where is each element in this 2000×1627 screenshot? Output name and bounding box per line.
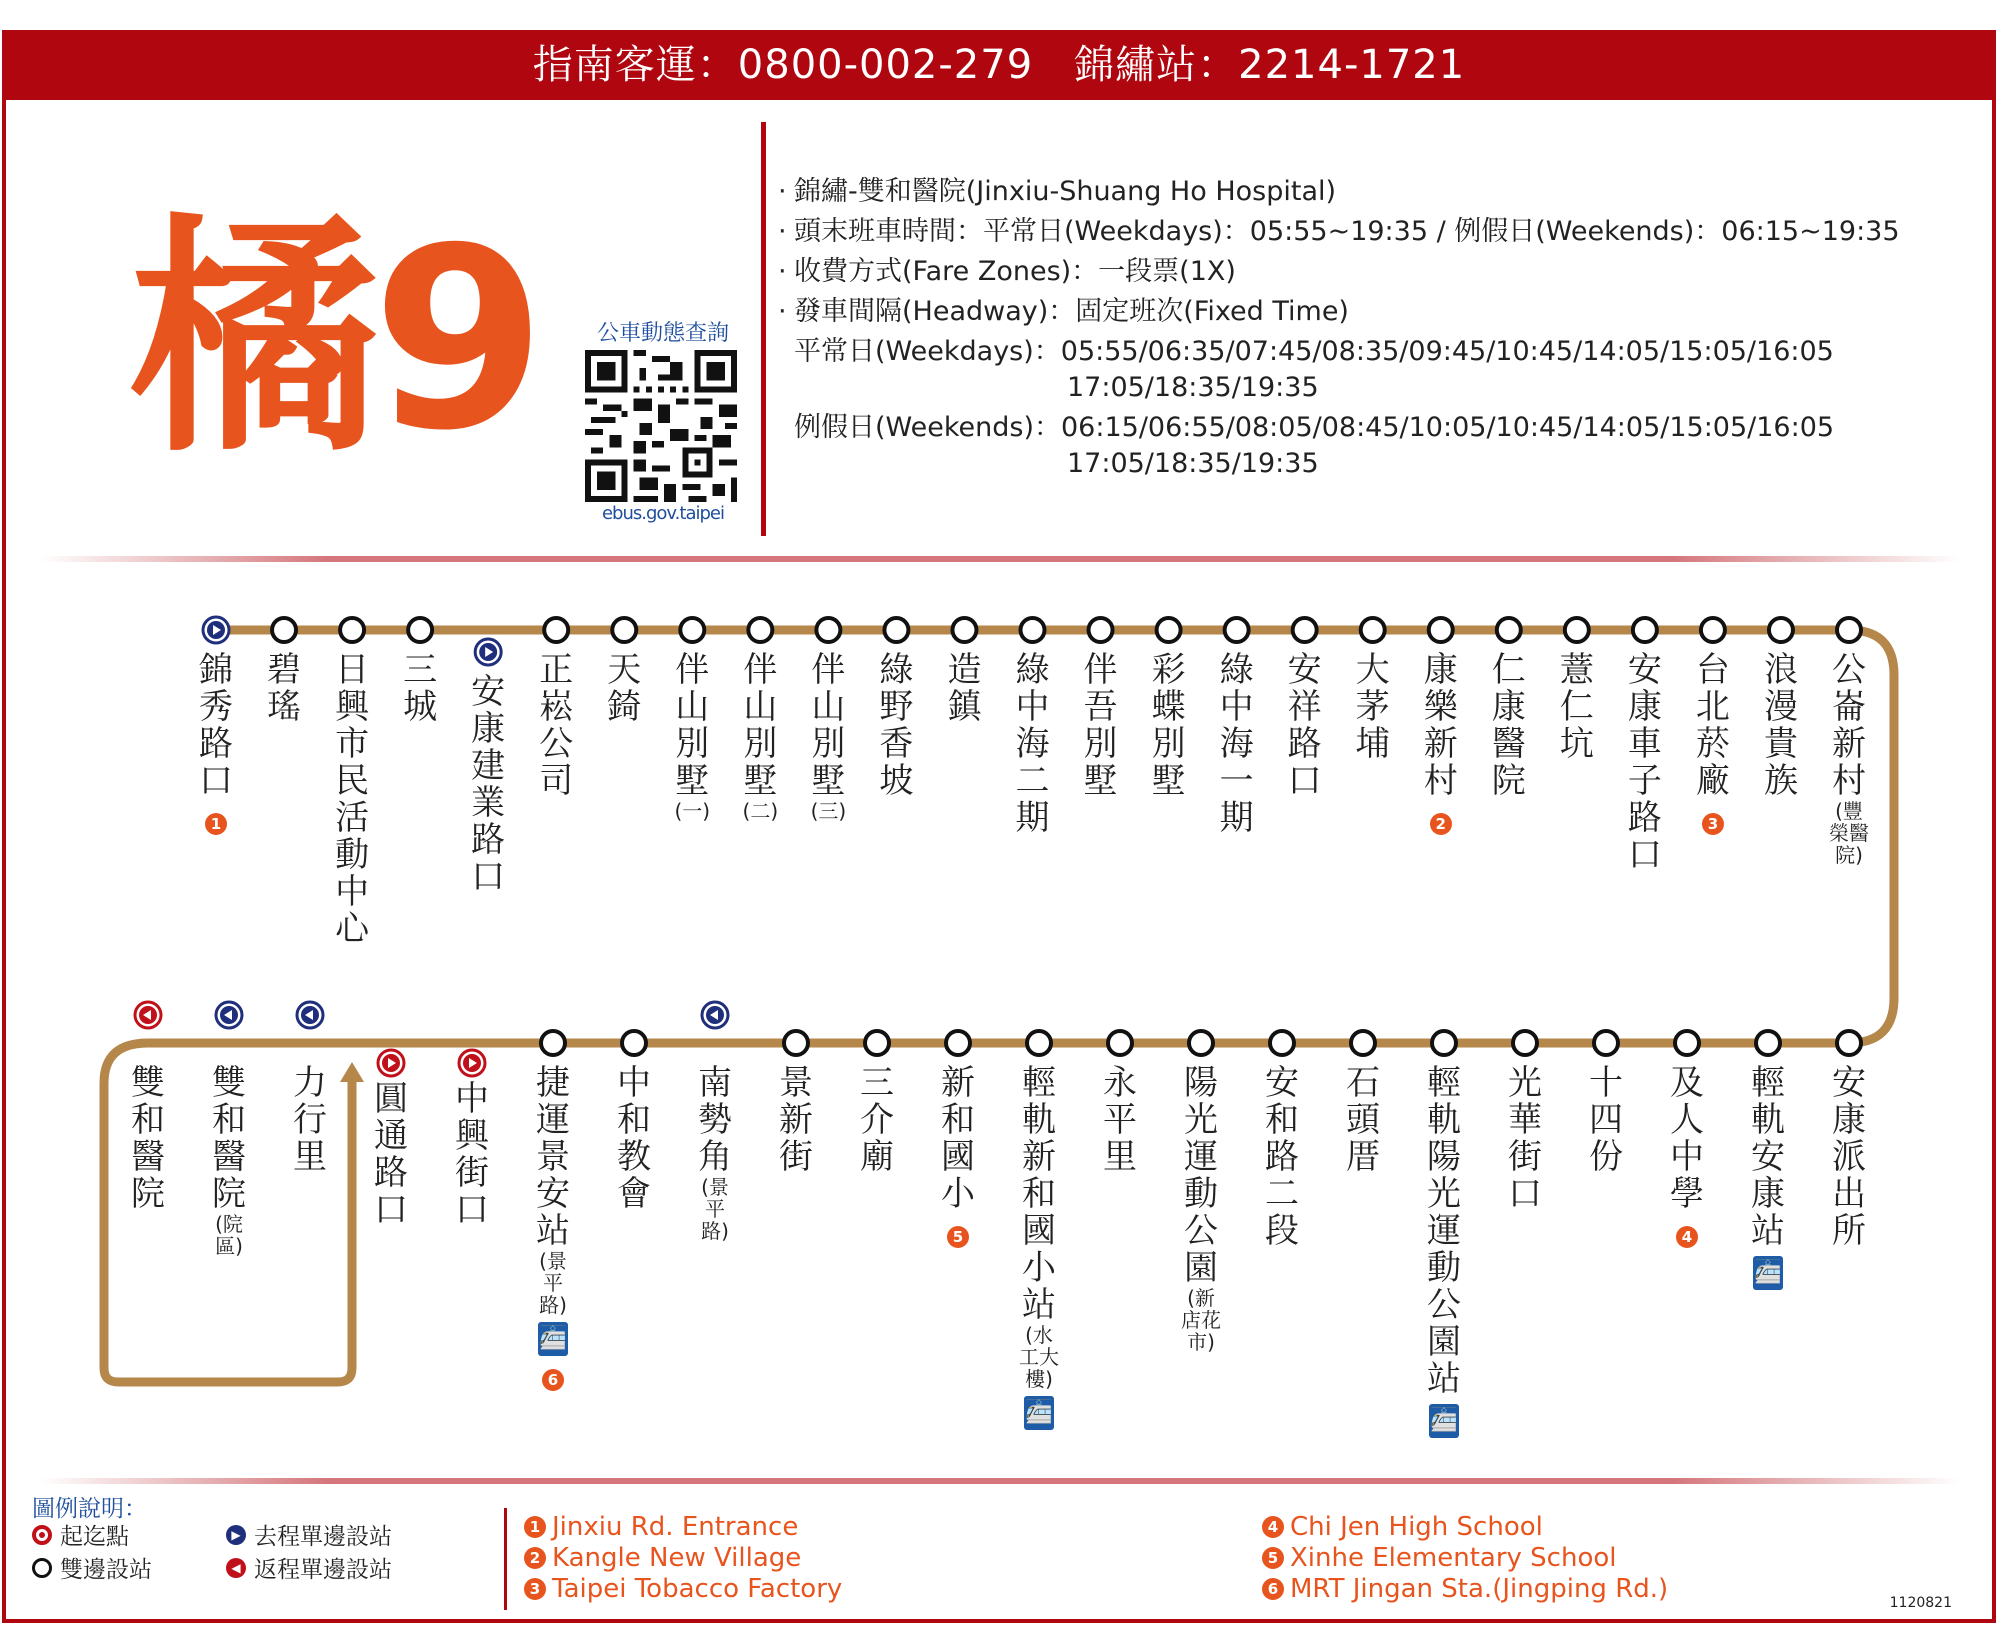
stop-marker[interactable] xyxy=(1837,1031,1861,1055)
stop-name[interactable]: 輕軌安康站🚈 xyxy=(1748,1065,1788,1290)
stop-name[interactable]: 碧瑤 xyxy=(267,650,302,727)
stop-name[interactable]: 安祥路口 xyxy=(1287,650,1322,801)
stop-name[interactable]: 捷運景安站 (景平路) 🚈6 xyxy=(536,1063,570,1389)
stop-marker[interactable] xyxy=(541,1031,565,1055)
stop-name[interactable]: 及人中學4 xyxy=(1670,1063,1704,1246)
stop-marker[interactable] xyxy=(1701,618,1725,642)
return-arrow-icon xyxy=(297,1002,323,1028)
outbound-arrow-icon xyxy=(475,639,501,665)
stop-marker[interactable] xyxy=(1497,618,1521,642)
legend-both: 雙邊設站 xyxy=(32,1551,152,1584)
stop-marker[interactable] xyxy=(622,1031,646,1055)
stop-name[interactable]: 力行里 xyxy=(293,1063,327,1177)
stop-marker[interactable] xyxy=(865,1031,889,1055)
light-rail-icon: 🚈 xyxy=(538,1322,568,1356)
stop-name[interactable]: 公崙新村 (豐榮醫院) xyxy=(1829,650,1869,867)
stop-name[interactable]: 南勢角 (景平路) xyxy=(698,1063,732,1243)
stop-name[interactable]: 仁康醫院 xyxy=(1491,650,1526,801)
stop-name[interactable]: 雙和醫院 xyxy=(131,1063,165,1214)
stop-name[interactable]: 永平里 xyxy=(1103,1063,1137,1177)
document-code: 1120821 xyxy=(1889,1595,1952,1611)
stop-marker[interactable] xyxy=(612,618,636,642)
hotline-bar: 指南客運：0800-002-279 錦繡站：2214-1721 xyxy=(2,30,1996,100)
stop-name[interactable]: 康樂新村2 xyxy=(1423,650,1458,833)
qr-title: 公車動態查詢 xyxy=(596,321,729,346)
poi-4: 4 Chi Jen High School xyxy=(1262,1512,1543,1542)
stop-marker[interactable] xyxy=(544,618,568,642)
stop-name[interactable]: 大茅埔 xyxy=(1355,650,1390,764)
landmark-badge: 1 xyxy=(205,813,227,835)
outbound-arrow-icon xyxy=(378,1050,404,1076)
service-hours: · 頭末班車時間：平常日(Weekdays)：05:55~19:35 / 例假日(Weekends)：06:15~19:35 xyxy=(778,212,1900,252)
route-endpoints: · 錦繡-雙和醫院(Jinxiu-Shuang Ho Hospital) xyxy=(778,172,1900,212)
stop-marker[interactable] xyxy=(1189,1031,1213,1055)
stop-name[interactable]: 安康建業路口 xyxy=(471,672,506,897)
stop-name[interactable]: 天錡 xyxy=(607,650,642,727)
stop-marker[interactable] xyxy=(748,618,772,642)
poi-3: 3 Taipei Tobacco Factory xyxy=(524,1574,842,1604)
stop-name[interactable]: 陽光運動公園 (新店花市) xyxy=(1181,1063,1221,1354)
stop-name[interactable]: 伴山別墅 (二) xyxy=(742,650,779,823)
weekday-schedule-cont: 17:05/18:35/19:35 xyxy=(1067,372,1319,403)
terminal-icon xyxy=(32,1525,52,1545)
return-arrow-icon xyxy=(216,1002,242,1028)
direction-arrow-icon xyxy=(340,1062,364,1082)
stop-marker[interactable] xyxy=(340,618,364,642)
stop-marker[interactable] xyxy=(884,618,908,642)
return-arrow-icon xyxy=(135,1002,161,1028)
light-rail-icon: 🚈 xyxy=(1753,1256,1783,1290)
legend-title: 圖例說明： xyxy=(32,1496,147,1522)
stop-name[interactable]: 石頭厝 xyxy=(1346,1063,1380,1177)
stop-name[interactable]: 安康車子路口 xyxy=(1627,650,1662,875)
stop-marker[interactable] xyxy=(1513,1031,1537,1055)
stop-name[interactable]: 中興街口 xyxy=(455,1079,489,1230)
outbound-arrow-icon: ▶ xyxy=(226,1525,246,1545)
light-rail-icon: 🚈 xyxy=(1429,1404,1459,1438)
stop-name[interactable]: 雙和醫院 (院區) xyxy=(212,1063,246,1258)
stop-name[interactable]: 綠中海一期 xyxy=(1219,650,1254,838)
stop-name[interactable]: 綠中海二期 xyxy=(1015,650,1050,838)
stop-name[interactable]: 三城 xyxy=(403,650,438,727)
poi-1: 1 Jinxiu Rd. Entrance xyxy=(524,1512,798,1542)
stop-name[interactable]: 圓通路口 xyxy=(374,1079,408,1230)
legend-terminal: 起迄點 xyxy=(32,1518,129,1551)
stop-marker[interactable] xyxy=(408,618,432,642)
route-number: 橘9 xyxy=(130,194,538,485)
return-arrow-icon: ◀ xyxy=(226,1558,246,1578)
legend-outbound: ▶ 去程單邊設站 xyxy=(226,1518,392,1551)
stop-name[interactable]: 彩蝶別墅 xyxy=(1151,650,1186,801)
stop-marker[interactable] xyxy=(1432,1031,1456,1055)
stop-marker[interactable] xyxy=(816,618,840,642)
stop-marker[interactable] xyxy=(1108,1031,1132,1055)
outbound-arrow-icon xyxy=(459,1050,485,1076)
stop-name[interactable]: 伴山別墅 (一) xyxy=(674,650,711,823)
stop-name[interactable]: 浪漫貴族 xyxy=(1763,650,1798,801)
stop-name[interactable]: 伴山別墅 (三) xyxy=(810,650,847,823)
landmark-badge: 4 xyxy=(1676,1226,1698,1248)
stop-name[interactable]: 景新街 xyxy=(779,1063,813,1177)
stop-name[interactable]: 新和國小5 xyxy=(941,1063,975,1246)
stop-name[interactable]: 錦秀路口1 xyxy=(199,650,233,833)
stop-marker[interactable] xyxy=(272,618,296,642)
both-sides-stop-icon xyxy=(32,1558,52,1578)
outbound-arrow-icon xyxy=(203,617,229,643)
stop-marker[interactable] xyxy=(1021,618,1045,642)
headway: · 發車間隔(Headway)：固定班次(Fixed Time) xyxy=(778,292,1900,332)
stop-name[interactable]: 安和路二段 xyxy=(1265,1063,1299,1251)
landmark-badge: 2 xyxy=(1430,813,1452,835)
poi-5: 5 Xinhe Elementary School xyxy=(1262,1543,1617,1573)
stop-marker[interactable] xyxy=(1756,1031,1780,1055)
stop-name[interactable]: 伴吾別墅 xyxy=(1083,650,1118,801)
stop-name[interactable]: 日興市民活動中心 xyxy=(335,650,370,949)
landmark-badge: 3 xyxy=(1702,813,1724,835)
poi-6: 6 MRT Jingan Sta.(Jingping Rd.) xyxy=(1262,1574,1668,1604)
stop-marker[interactable] xyxy=(784,1031,808,1055)
stop-marker[interactable] xyxy=(1225,618,1249,642)
return-arrow-icon xyxy=(702,1002,728,1028)
stop-marker[interactable] xyxy=(952,618,976,642)
stop-marker[interactable] xyxy=(1361,618,1385,642)
stop-name[interactable]: 安康派出所 xyxy=(1832,1063,1866,1251)
landmark-badge: 5 xyxy=(947,1226,969,1248)
stop-marker[interactable] xyxy=(1594,1031,1618,1055)
stop-marker[interactable] xyxy=(1565,618,1589,642)
weekend-schedule-cont: 17:05/18:35/19:35 xyxy=(1067,448,1319,479)
stop-name[interactable]: 十四份 xyxy=(1589,1063,1623,1177)
landmark-badge: 6 xyxy=(542,1369,564,1391)
light-rail-icon: 🚈 xyxy=(1024,1396,1054,1430)
stop-marker[interactable] xyxy=(680,618,704,642)
fare-zones: · 收費方式(Fare Zones)：一段票(1X) xyxy=(778,252,1900,292)
poi-2: 2 Kangle New Village xyxy=(524,1543,801,1573)
stop-marker[interactable] xyxy=(1293,618,1317,642)
stop-marker[interactable] xyxy=(1027,1031,1051,1055)
stop-marker[interactable] xyxy=(1270,1031,1294,1055)
stop-name[interactable]: 光華街口 xyxy=(1508,1063,1542,1214)
weekend-schedule: 例假日(Weekends)：06:15/06:55/08:05/08:45/10:05/10:45/14:05/15:05/16:05 xyxy=(794,412,1835,443)
stop-name[interactable]: 正崧公司 xyxy=(539,650,574,801)
stop-name[interactable]: 薏仁坑 xyxy=(1559,650,1594,764)
legend-return: ◀ 返程單邊設站 xyxy=(226,1551,392,1584)
legend-divider xyxy=(504,1508,507,1610)
stop-name[interactable]: 輕軌陽光運動公園站🚈 xyxy=(1424,1065,1464,1438)
stop-name[interactable]: 輕軌新和國小站 (水工大樓) 🚈 xyxy=(1019,1065,1059,1430)
stop-name[interactable]: 造鎮 xyxy=(947,650,982,727)
stop-marker[interactable] xyxy=(1769,618,1793,642)
stop-marker[interactable] xyxy=(1089,618,1113,642)
stop-marker[interactable] xyxy=(946,1031,970,1055)
stop-marker[interactable] xyxy=(1837,618,1861,642)
qr-url[interactable]: ebus.gov.taipei xyxy=(601,503,724,524)
stop-name[interactable]: 三介廟 xyxy=(860,1063,894,1177)
stop-name[interactable]: 綠野香坡 xyxy=(879,650,914,801)
stop-marker[interactable] xyxy=(1429,618,1453,642)
weekday-schedule: 平常日(Weekdays)：05:55/06:35/07:45/08:35/09:45/10:45/14:05/15:05/16:05 xyxy=(794,336,1834,367)
stop-marker[interactable] xyxy=(1675,1031,1699,1055)
stop-marker[interactable] xyxy=(1351,1031,1375,1055)
stop-name[interactable]: 中和教會 xyxy=(617,1063,651,1214)
stop-marker[interactable] xyxy=(1157,618,1181,642)
stop-name[interactable]: 台北菸廠3 xyxy=(1695,650,1730,833)
stop-marker[interactable] xyxy=(1633,618,1657,642)
